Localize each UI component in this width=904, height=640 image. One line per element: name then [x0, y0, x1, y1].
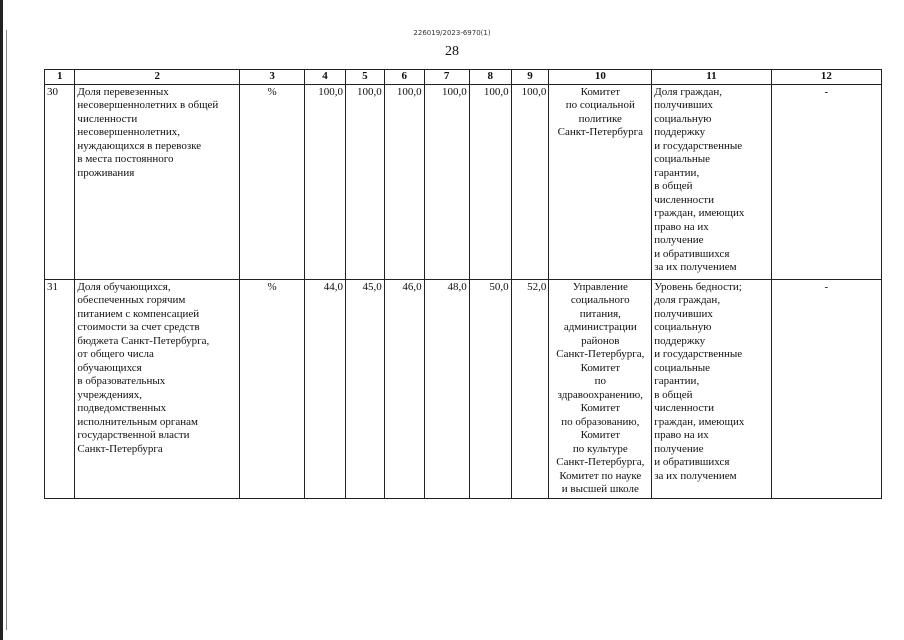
indicators-table [44, 69, 882, 499]
goal-indicator [652, 84, 772, 279]
header-cell: 11 [652, 70, 772, 85]
text-line: за их получением [654, 261, 737, 273]
indicator-name [75, 279, 240, 498]
text-line: Комитет [580, 402, 621, 414]
text-line: гарантии, [654, 166, 700, 179]
text-line: учреждениях, [77, 388, 142, 401]
text-line: политике [578, 112, 622, 125]
text-line: за их получением [654, 469, 737, 482]
text-line: и обратившихся [654, 456, 730, 468]
text-line: Уровень бедности; [654, 280, 742, 293]
text-line: социальную [654, 321, 712, 333]
header-cell: 2 [75, 70, 240, 85]
text-line: районов [581, 334, 620, 347]
text-line: численности [654, 193, 714, 206]
text-line: проживания [77, 166, 135, 179]
text-line: бюджета Санкт-Петербурга, [77, 334, 210, 347]
page-number: 28 [445, 44, 459, 59]
text-line: по социальной [565, 99, 635, 111]
header-cell: 1 [45, 70, 75, 85]
text-line: Доля граждан, [654, 85, 722, 98]
text-line: социальные [654, 153, 711, 165]
text-line: получение [654, 442, 704, 455]
text-line: нуждающихся в перевозке [77, 139, 202, 152]
header-cell: 12 [771, 70, 881, 85]
text-line: граждан, имеющих [654, 207, 745, 219]
note-cell: - [771, 279, 881, 498]
text-line: питания, [579, 307, 621, 320]
goal-indicator [652, 279, 772, 498]
text-line: питанием с компенсацией [77, 307, 200, 320]
value-cell: 46,0 [384, 279, 424, 498]
header-cell: 10 [549, 70, 652, 85]
text-line: право на их [654, 429, 709, 441]
value-cell: 45,0 [345, 279, 384, 498]
text-line: в образовательных [77, 375, 166, 387]
text-line: по образованию, [561, 415, 640, 428]
value-cell: 52,0 [511, 279, 549, 498]
text-line: здравоохранению, [557, 388, 643, 401]
note-cell: - [771, 84, 881, 279]
text-line: Санкт-Петербурга, [556, 348, 645, 360]
text-line: Санкт-Петербурга, [556, 456, 645, 468]
header-cell: 6 [384, 70, 424, 85]
text-line: численности [654, 402, 714, 414]
responsible-executor [549, 279, 652, 498]
text-line: поддержку [654, 126, 706, 138]
value-cell: 100,0 [305, 84, 346, 279]
unit-cell: % [240, 279, 305, 498]
text-line: Комитет по науке [559, 469, 642, 482]
registration-id: 226019/2023-6970(1) [413, 29, 491, 37]
text-line: Управление [572, 280, 628, 293]
text-line: Санкт-Петербурга [557, 126, 643, 138]
text-line: и государственные [654, 348, 743, 360]
scan-border [0, 0, 3, 640]
value-cell: 48,0 [424, 279, 469, 498]
table-row [45, 84, 882, 279]
text-line: Доля перевезенных [77, 85, 169, 98]
scan-artifact-line [6, 30, 7, 630]
text-line: получивших [654, 99, 713, 111]
text-line: от общего числа [77, 348, 154, 360]
text-line: получивших [654, 307, 713, 320]
value-cell: 100,0 [511, 84, 549, 279]
value-cell: 50,0 [469, 279, 511, 498]
text-line: обучающихся [77, 361, 142, 374]
text-line: социальную [654, 112, 712, 125]
header-row [45, 70, 882, 85]
row-number: 30 [45, 84, 75, 279]
text-line: доля граждан, [654, 294, 721, 306]
value-cell: 100,0 [424, 84, 469, 279]
text-line: социальные [654, 361, 711, 374]
value-cell: 100,0 [469, 84, 511, 279]
header-cell: 9 [511, 70, 549, 85]
text-line: в общей [654, 388, 693, 401]
text-line: в места постоянного [77, 153, 174, 165]
value-cell: 100,0 [345, 84, 384, 279]
text-line: по [594, 375, 606, 387]
text-line: Комитет [580, 429, 621, 441]
header-cell: 5 [345, 70, 384, 85]
text-line: социального [570, 294, 630, 306]
table-row [45, 279, 882, 498]
header-cell: 7 [424, 70, 469, 85]
text-line: Комитет [580, 85, 621, 98]
text-line: и государственные [654, 139, 743, 152]
text-line: Комитет [580, 361, 621, 374]
indicator-name [75, 84, 240, 279]
text-line: получение [654, 234, 704, 246]
text-line: и обратившихся [654, 247, 730, 260]
text-line: в общей [654, 180, 693, 192]
text-line: государственной власти [77, 429, 190, 441]
text-line: поддержку [654, 334, 706, 347]
text-line: численности [77, 112, 138, 125]
text-line: по культуре [572, 442, 628, 455]
value-cell: 44,0 [305, 279, 346, 498]
text-line: Санкт-Петербурга [77, 442, 163, 455]
text-line: гарантии, [654, 375, 700, 387]
text-line: несовершеннолетних в общей [77, 99, 219, 111]
text-line: администрации [563, 321, 637, 333]
header-cell: 8 [469, 70, 511, 85]
responsible-executor [549, 84, 652, 279]
unit-cell: % [240, 84, 305, 279]
text-line: право на их [654, 220, 709, 233]
value-cell: 100,0 [384, 84, 424, 279]
row-number: 31 [45, 279, 75, 498]
text-line: несовершеннолетних, [77, 126, 181, 138]
text-line: Доля обучающихся, [77, 280, 171, 293]
header-cell: 4 [305, 70, 346, 85]
text-line: обеспеченных горячим [77, 294, 186, 306]
text-line: подведомственных [77, 402, 167, 414]
text-line: граждан, имеющих [654, 415, 745, 428]
text-line: стоимости за счет средств [77, 321, 200, 333]
header-cell: 3 [240, 70, 305, 85]
text-line: и высшей школе [561, 483, 639, 495]
text-line: исполнительным органам [77, 415, 198, 428]
